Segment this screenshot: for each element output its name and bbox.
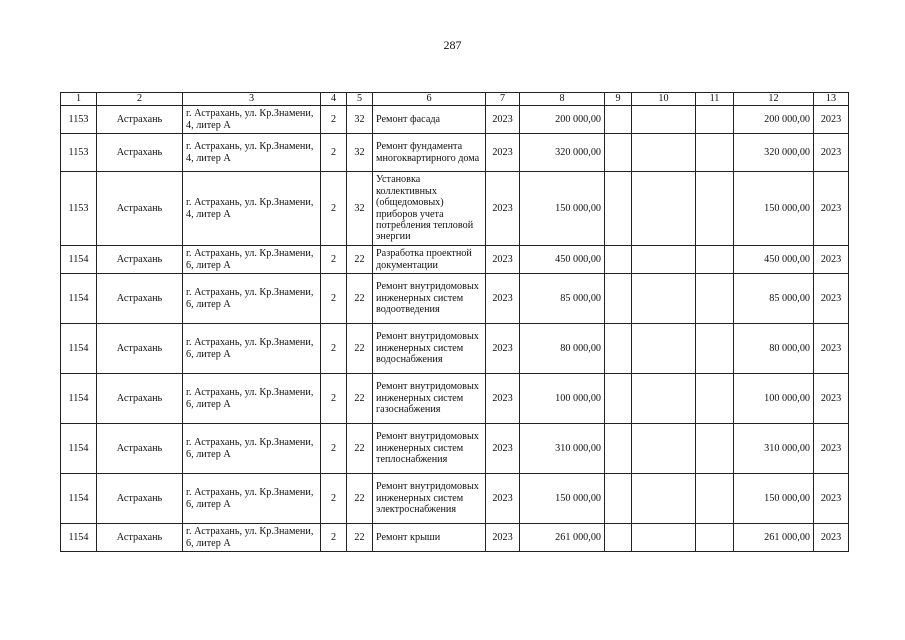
cell-col10 — [632, 106, 696, 134]
cell-city: Астрахань — [97, 324, 183, 374]
cell-cost: 200 000,00 — [520, 106, 605, 134]
cell-year: 2023 — [486, 474, 520, 524]
cell-cost: 150 000,00 — [520, 474, 605, 524]
cell-work: Ремонт крыши — [373, 524, 486, 552]
cell-col13: 2023 — [814, 474, 849, 524]
cell-col13: 2023 — [814, 524, 849, 552]
cell-work: Ремонт фасада — [373, 106, 486, 134]
cell-col4: 2 — [321, 134, 347, 172]
cell-work: Ремонт внутридомовых инженерных систем водоотведения — [373, 274, 486, 324]
cell-city: Астрахань — [97, 474, 183, 524]
cell-col13: 2023 — [814, 106, 849, 134]
table-body — [61, 106, 849, 552]
cell-work: Ремонт внутридомовых инженерных систем водоснабжения — [373, 324, 486, 374]
cell-col4: 2 — [321, 324, 347, 374]
cell-col10 — [632, 246, 696, 274]
cell-col9 — [605, 524, 632, 552]
cell-cost: 85 000,00 — [520, 274, 605, 324]
table-row — [61, 172, 849, 246]
cell-col9 — [605, 374, 632, 424]
cell-work: Ремонт внутридомовых инженерных систем газоснабжения — [373, 374, 486, 424]
cell-id: 1154 — [61, 424, 97, 474]
cell-address: г. Астрахань, ул. Кр.Знамени, 4, литер А — [183, 134, 321, 172]
column-header: 2 — [97, 93, 183, 106]
cell-address: г. Астрахань, ул. Кр.Знамени, 4, литер А — [183, 172, 321, 246]
cell-cost: 100 000,00 — [520, 374, 605, 424]
cell-address: г. Астрахань, ул. Кр.Знамени, 4, литер А — [183, 106, 321, 134]
cell-col13: 2023 — [814, 374, 849, 424]
cell-year: 2023 — [486, 134, 520, 172]
cell-year: 2023 — [486, 274, 520, 324]
table-row — [61, 246, 849, 274]
cell-year: 2023 — [486, 424, 520, 474]
cell-total: 80 000,00 — [734, 324, 814, 374]
table-row — [61, 106, 849, 134]
column-header: 7 — [486, 93, 520, 106]
cell-col10 — [632, 324, 696, 374]
cell-col4: 2 — [321, 524, 347, 552]
cell-address: г. Астрахань, ул. Кр.Знамени, 6, литер А — [183, 324, 321, 374]
cell-col11 — [696, 374, 734, 424]
cell-col13: 2023 — [814, 274, 849, 324]
cell-id: 1154 — [61, 274, 97, 324]
column-header: 8 — [520, 93, 605, 106]
column-header: 3 — [183, 93, 321, 106]
cell-total: 320 000,00 — [734, 134, 814, 172]
cell-cost: 261 000,00 — [520, 524, 605, 552]
cell-col5: 32 — [347, 172, 373, 246]
cell-year: 2023 — [486, 524, 520, 552]
cell-col11 — [696, 106, 734, 134]
cell-cost: 320 000,00 — [520, 134, 605, 172]
cell-cost: 450 000,00 — [520, 246, 605, 274]
cell-work: Ремонт внутридомовых инженерных систем теплоснабжения — [373, 424, 486, 474]
cell-city: Астрахань — [97, 374, 183, 424]
cell-col5: 22 — [347, 424, 373, 474]
cell-work: Установка коллективных (общедомовых) приборов учета потребления тепловой энергии — [373, 172, 486, 246]
cell-city: Астрахань — [97, 172, 183, 246]
cell-city: Астрахань — [97, 424, 183, 474]
table-header — [61, 93, 849, 106]
cell-cost: 310 000,00 — [520, 424, 605, 474]
cell-cost: 80 000,00 — [520, 324, 605, 374]
cell-id: 1153 — [61, 106, 97, 134]
cell-col11 — [696, 246, 734, 274]
cell-id: 1154 — [61, 324, 97, 374]
cell-col11 — [696, 172, 734, 246]
cell-col9 — [605, 246, 632, 274]
cell-col13: 2023 — [814, 424, 849, 474]
cell-city: Астрахань — [97, 134, 183, 172]
cell-work: Ремонт внутридомовых инженерных систем электроснабжения — [373, 474, 486, 524]
cell-col11 — [696, 324, 734, 374]
cell-col5: 22 — [347, 246, 373, 274]
cell-address: г. Астрахань, ул. Кр.Знамени, 6, литер А — [183, 474, 321, 524]
cell-col5: 22 — [347, 374, 373, 424]
column-header: 5 — [347, 93, 373, 106]
cell-col11 — [696, 424, 734, 474]
column-header: 4 — [321, 93, 347, 106]
cell-id: 1154 — [61, 374, 97, 424]
cell-col4: 2 — [321, 246, 347, 274]
column-header: 1 — [61, 93, 97, 106]
cell-city: Астрахань — [97, 524, 183, 552]
cell-id: 1154 — [61, 246, 97, 274]
cell-total: 310 000,00 — [734, 424, 814, 474]
cell-col9 — [605, 474, 632, 524]
cell-col5: 22 — [347, 524, 373, 552]
cell-col4: 2 — [321, 474, 347, 524]
table-row — [61, 424, 849, 474]
column-number-row — [61, 93, 849, 106]
cell-col9 — [605, 324, 632, 374]
cell-col13: 2023 — [814, 246, 849, 274]
cell-col11 — [696, 134, 734, 172]
cell-city: Астрахань — [97, 246, 183, 274]
column-header: 13 — [814, 93, 849, 106]
cell-col5: 32 — [347, 106, 373, 134]
cell-total: 100 000,00 — [734, 374, 814, 424]
cell-id: 1153 — [61, 172, 97, 246]
cell-address: г. Астрахань, ул. Кр.Знамени, 6, литер А — [183, 374, 321, 424]
cell-col9 — [605, 106, 632, 134]
cell-year: 2023 — [486, 172, 520, 246]
cell-col4: 2 — [321, 424, 347, 474]
cell-year: 2023 — [486, 324, 520, 374]
cell-col10 — [632, 172, 696, 246]
cell-col9 — [605, 274, 632, 324]
cell-col5: 22 — [347, 324, 373, 374]
cell-col4: 2 — [321, 274, 347, 324]
cell-work: Ремонт фундамента многоквартирного дома — [373, 134, 486, 172]
cell-col13: 2023 — [814, 172, 849, 246]
cell-col10 — [632, 424, 696, 474]
column-header: 12 — [734, 93, 814, 106]
cell-col9 — [605, 424, 632, 474]
column-header: 6 — [373, 93, 486, 106]
column-header: 10 — [632, 93, 696, 106]
cell-total: 150 000,00 — [734, 474, 814, 524]
cell-year: 2023 — [486, 246, 520, 274]
cell-col4: 2 — [321, 106, 347, 134]
cell-col10 — [632, 474, 696, 524]
cell-col10 — [632, 524, 696, 552]
cell-total: 150 000,00 — [734, 172, 814, 246]
table-row — [61, 324, 849, 374]
cell-col4: 2 — [321, 374, 347, 424]
cell-col5: 32 — [347, 134, 373, 172]
cell-cost: 150 000,00 — [520, 172, 605, 246]
cell-id: 1154 — [61, 474, 97, 524]
column-header: 11 — [696, 93, 734, 106]
table-row — [61, 134, 849, 172]
cell-address: г. Астрахань, ул. Кр.Знамени, 6, литер А — [183, 274, 321, 324]
table-row — [61, 274, 849, 324]
page-number: 287 — [443, 38, 462, 52]
cell-total: 85 000,00 — [734, 274, 814, 324]
column-header: 9 — [605, 93, 632, 106]
cell-id: 1154 — [61, 524, 97, 552]
cell-col11 — [696, 524, 734, 552]
cell-col11 — [696, 274, 734, 324]
cell-col5: 22 — [347, 474, 373, 524]
cell-total: 450 000,00 — [734, 246, 814, 274]
cell-city: Астрахань — [97, 274, 183, 324]
cell-col9 — [605, 172, 632, 246]
cell-col13: 2023 — [814, 324, 849, 374]
table-row — [61, 524, 849, 552]
cell-col10 — [632, 134, 696, 172]
cell-col13: 2023 — [814, 134, 849, 172]
cell-address: г. Астрахань, ул. Кр.Знамени, 6, литер А — [183, 424, 321, 474]
cell-id: 1153 — [61, 134, 97, 172]
cell-total: 261 000,00 — [734, 524, 814, 552]
register-table — [60, 92, 849, 552]
cell-col10 — [632, 374, 696, 424]
cell-work: Разработка проектной документации — [373, 246, 486, 274]
cell-address: г. Астрахань, ул. Кр.Знамени, 6, литер А — [183, 246, 321, 274]
cell-year: 2023 — [486, 374, 520, 424]
cell-col9 — [605, 134, 632, 172]
cell-year: 2023 — [486, 106, 520, 134]
table-row — [61, 374, 849, 424]
cell-city: Астрахань — [97, 106, 183, 134]
cell-col11 — [696, 474, 734, 524]
cell-col10 — [632, 274, 696, 324]
cell-col5: 22 — [347, 274, 373, 324]
cell-col4: 2 — [321, 172, 347, 246]
cell-address: г. Астрахань, ул. Кр.Знамени, 6, литер А — [183, 524, 321, 552]
cell-total: 200 000,00 — [734, 106, 814, 134]
table-row — [61, 474, 849, 524]
